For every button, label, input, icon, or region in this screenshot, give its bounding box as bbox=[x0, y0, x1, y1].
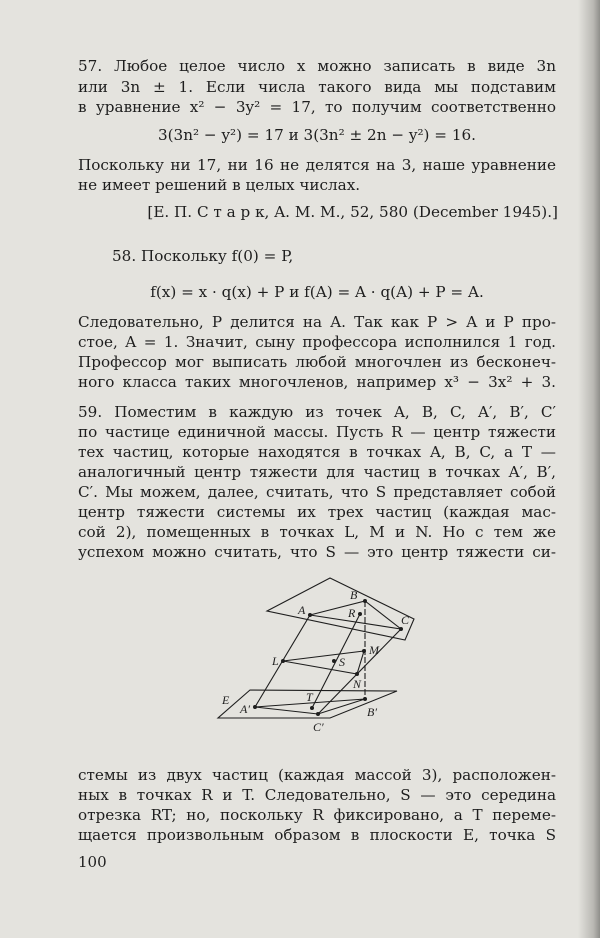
text-line: C′. Мы можем, далее, считать, что S представляет собой bbox=[78, 483, 556, 501]
text-line: центр тяжести системы их трех частиц (каждая мас- bbox=[78, 503, 556, 521]
formula-58: f(x) = x · q(x) + P и f(A) = A · q(A) + P = A. bbox=[150, 283, 484, 301]
label-a1: A′ bbox=[240, 702, 250, 716]
label-b: B bbox=[350, 588, 358, 602]
page-number: 100 bbox=[78, 853, 107, 871]
text-line: тех частиц, которые находятся в точках A, B, C, а T — bbox=[78, 443, 556, 461]
label-e: E bbox=[222, 693, 230, 707]
label-r: R bbox=[348, 606, 356, 620]
text-line: успехом можно считать, что S — это центр тяжести си- bbox=[78, 543, 556, 561]
text-line: Поскольку ни 17, ни 16 не делятся на 3, наше уравнение bbox=[78, 156, 556, 174]
label-n: N bbox=[353, 677, 362, 691]
text-line: Следовательно, P делится на A. Так как P > A и P про- bbox=[78, 313, 556, 331]
text-line: не имеет решений в целых числах. bbox=[78, 176, 361, 194]
text-line: сой 2), помещенных в точках L, M и N. Но с тем же bbox=[78, 523, 556, 541]
text-line: Профессор мог выписать любой многочлен из бесконеч- bbox=[78, 353, 556, 371]
label-c: C bbox=[401, 613, 410, 627]
label-c1: C′ bbox=[313, 720, 324, 734]
text-line: 57. Любое целое число x можно записать в виде 3n bbox=[78, 57, 556, 75]
text-line: или 3n ± 1. Если числа такого вида мы подставим bbox=[78, 78, 556, 96]
label-m: M bbox=[369, 643, 379, 657]
text-line: ного класса таких многочленов, например x³ − 3x² + 3. bbox=[78, 373, 556, 391]
text-line: по частице единичной массы. Пусть R — центр тяжести bbox=[78, 423, 556, 441]
triangle-lmn bbox=[283, 651, 364, 674]
label-s: S bbox=[339, 655, 345, 669]
text-line: аналогичный центр тяжести для частиц в точках A′, B′, bbox=[78, 463, 556, 481]
text-line: 58. Поскольку f(0) = P, bbox=[112, 247, 294, 265]
text-line: 59. Поместим в каждую из точек A, B, C, A′, B′, C′ bbox=[78, 403, 556, 421]
text-line: отрезка RT; но, поскольку R фиксировано, а T переме- bbox=[78, 806, 556, 824]
text-line: стое, A = 1. Значит, сыну профессора исполнился 1 год. bbox=[78, 333, 556, 351]
text-line: в уравнение x² − 3y² = 17, то получим соответственно bbox=[78, 98, 556, 116]
reference-57: [Е. П. С т а р к, A. M. M., 52, 580 (December 1945).] bbox=[147, 203, 558, 221]
label-l: L bbox=[272, 654, 279, 668]
label-a: A bbox=[298, 603, 306, 617]
text-line: ных в точках R и T. Следовательно, S — это середина bbox=[78, 786, 556, 804]
upper-plane bbox=[267, 578, 414, 640]
label-b1: B′ bbox=[367, 705, 377, 719]
label-t: T bbox=[306, 690, 313, 704]
text-line: стемы из двух частиц (каждая массой 3), расположен- bbox=[78, 766, 556, 784]
formula-57: 3(3n² − y²) = 17 и 3(3n² ± 2n − y²) = 16. bbox=[157, 126, 477, 144]
triangle-abc bbox=[310, 601, 401, 629]
text-line: щается произвольным образом в плоскости E, точка S bbox=[78, 826, 556, 844]
